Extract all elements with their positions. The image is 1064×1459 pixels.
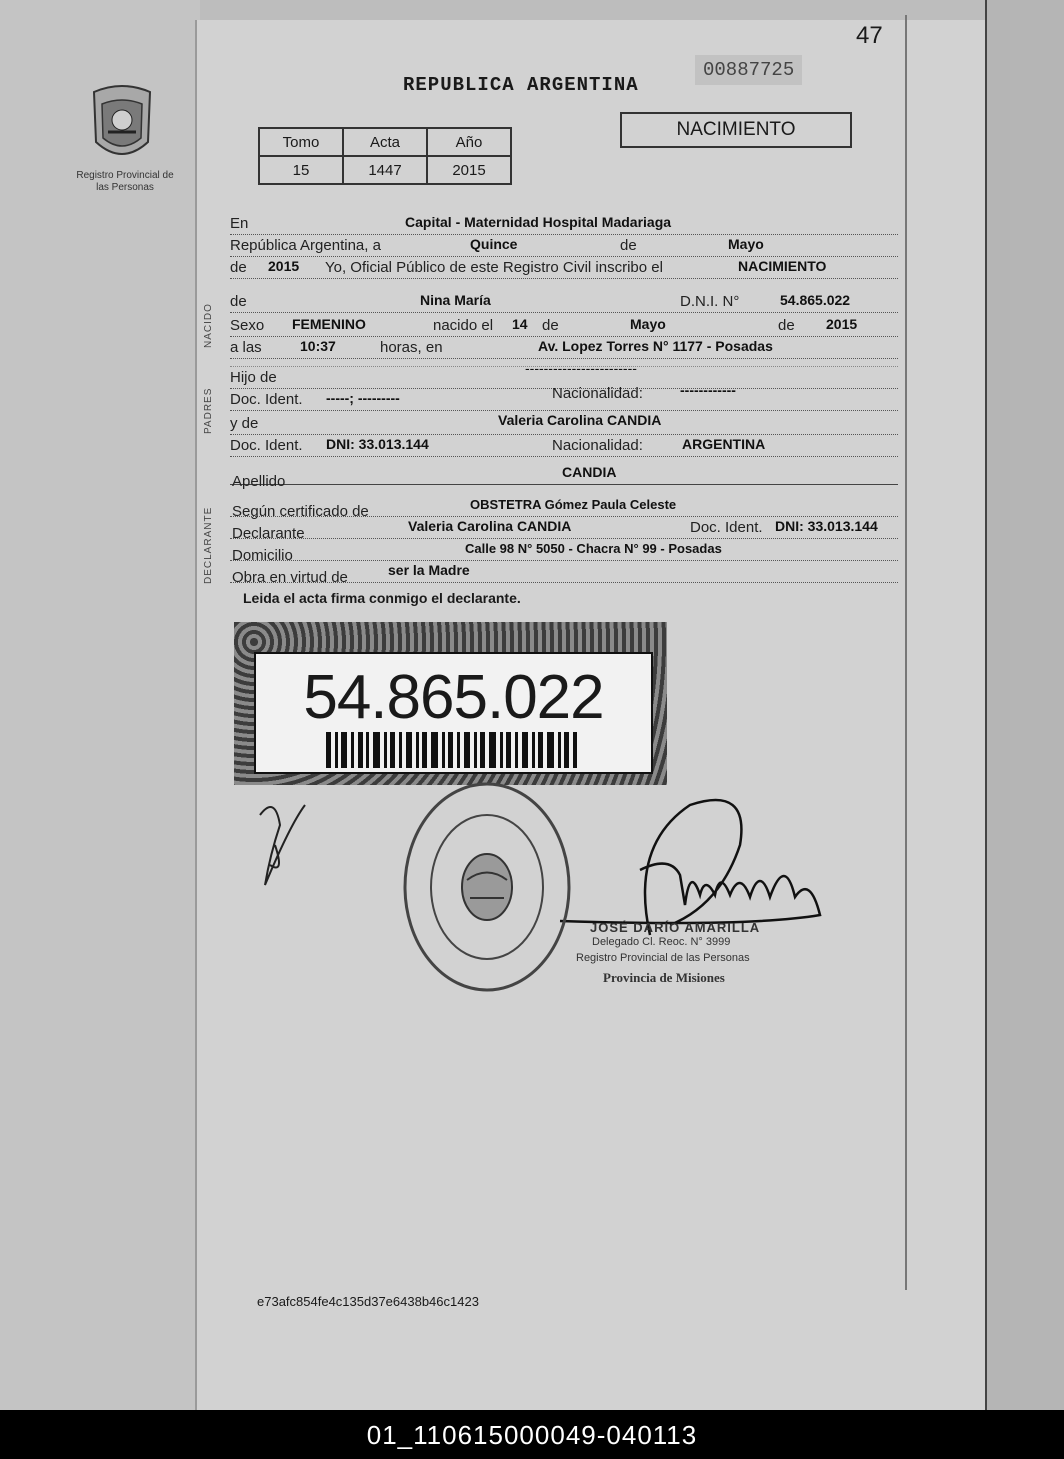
label-sexo: Sexo [230,317,265,334]
value-birth-day: 14 [512,316,528,332]
section-label-padres: PADRES [203,387,214,434]
officer-office: Registro Provincial de las Personas [576,952,750,964]
label-de-month: de [542,317,559,334]
label-de: de [620,237,637,254]
label-de-year2: de [778,317,795,334]
field-row-declarant [230,516,898,542]
label-y-de: y de [230,415,259,432]
label-nationality-mother: Nacionalidad: [552,437,643,454]
field-row-capacity [230,560,898,586]
logo-caption: Registro Provincial de las Personas [76,170,174,193]
label-a-las: a las [230,339,262,356]
field-row-father-doc [230,382,898,411]
background-left [0,0,200,1410]
label-nacido-el: nacido el [433,317,494,334]
reference-value-row [259,156,511,184]
label-de-year: de [230,259,247,276]
record-type-box: NACIMIENTO [620,112,852,148]
section-label-declarante: DECLARANTE [203,506,214,584]
value-father-nationality: ------------ [680,382,736,398]
field-row-date [230,234,898,257]
field-row-surname [230,462,898,490]
serial-number: 00887725 [695,55,802,85]
value-day-words: Quince [470,236,518,252]
value-name: Nina María [420,292,491,308]
field-row-place [230,212,898,235]
field-row-mother [230,412,898,435]
value-declarant-doc: DNI: 33.013.144 [775,518,878,534]
value-sex: FEMENINO [292,316,366,332]
reference-value-ano: 2015 [427,156,511,184]
id-number-sticker [234,622,667,785]
reference-table [258,127,512,185]
value-place: Capital - Maternidad Hospital Madariaga [405,214,672,230]
value-birth-month: Mayo [630,316,666,332]
label-segun: Según certificado de [232,503,369,520]
footer-filename: 01_110615000049-040113 [366,1420,698,1450]
official-stamp [400,780,575,995]
value-mother: Valeria Carolina CANDIA [498,412,662,428]
label-apellido: Apellido [232,473,286,490]
value-father-doc: -----; --------- [326,390,400,406]
label-republica: República Argentina, a [230,237,381,254]
field-row-name [230,290,898,313]
value-mother-doc: DNI: 33.013.144 [326,436,429,452]
reference-value-tomo: 15 [259,156,343,184]
closing-statement: Leida el acta firma conmigo el declarante. [243,590,521,606]
value-address: Calle 98 N° 5050 - Chacra N° 99 - Posadas [465,541,722,556]
footer-bar [0,1410,1064,1459]
label-de-name: de [230,293,247,310]
value-certificate: OBSTETRA Gómez Paula Celeste [470,497,677,512]
label-horas-en: horas, en [380,339,443,356]
label-doc-ident-father: Doc. Ident. [230,391,303,408]
value-birth-time: 10:37 [300,338,336,354]
reference-value-acta: 1447 [343,156,427,184]
reference-header-acta: Acta [343,128,427,156]
label-oficial: Yo, Oficial Público de este Registro Civil inscribo el [325,259,663,276]
label-dni: D.N.I. N° [680,293,740,310]
field-row-extra [230,344,898,376]
reference-header-ano: Año [427,128,511,156]
value-mother-nationality: ARGENTINA [682,436,766,452]
label-hijo-de: Hijo de [230,369,277,386]
field-row-certificate [230,494,898,520]
value-year: 2015 [268,258,300,274]
label-doc-ident-declarant: Doc. Ident. [690,519,763,536]
section-label-nacido: NACIDO [203,303,214,348]
registry-logo [88,82,156,166]
id-sticker-inner [254,652,653,774]
reference-header-row [259,128,511,156]
value-surname: CANDIA [562,464,617,480]
id-number: 54.865.022 [303,663,604,732]
label-nationality-father: Nacionalidad: [552,385,643,402]
officer-title: Delegado Cl. Reoc. N° 3999 [592,936,731,948]
label-domicilio: Domicilio [232,547,293,564]
value-birth-place: Av. Lopez Torres N° 1177 - Posadas [538,338,773,354]
label-doc-ident-mother: Doc. Ident. [230,437,303,454]
value-capacity: ser la Madre [388,562,470,578]
label-obra: Obra en virtud de [232,569,348,586]
page-frame-line [905,15,907,1290]
officer-province: Provincia de Misiones [603,970,725,985]
reference-header-tomo: Tomo [259,128,343,156]
document-hash: e73afc854fe4c135d37e6438b46c1423 [257,1294,479,1309]
value-act-type: NACIMIENTO [738,258,827,274]
value-dash-line: ------------------------ [525,360,637,376]
document-country-title: REPUBLICA ARGENTINA [403,74,639,96]
value-declarant: Valeria Carolina CANDIA [408,518,572,534]
barcode [326,732,582,768]
value-birth-year: 2015 [826,316,858,332]
page-number: 47 [856,22,883,49]
officer-name: JOSÉ DARÍO AMARILLA [590,920,761,935]
field-row-mother-doc [230,434,898,457]
page-edge [985,0,1064,1410]
label-declarante: Declarante [232,525,305,542]
field-row-address [230,538,898,564]
field-row-year [230,256,898,279]
value-dni: 54.865.022 [780,292,851,308]
label-en: En [230,215,249,232]
value-month: Mayo [728,236,764,252]
field-row-sex [230,314,898,337]
